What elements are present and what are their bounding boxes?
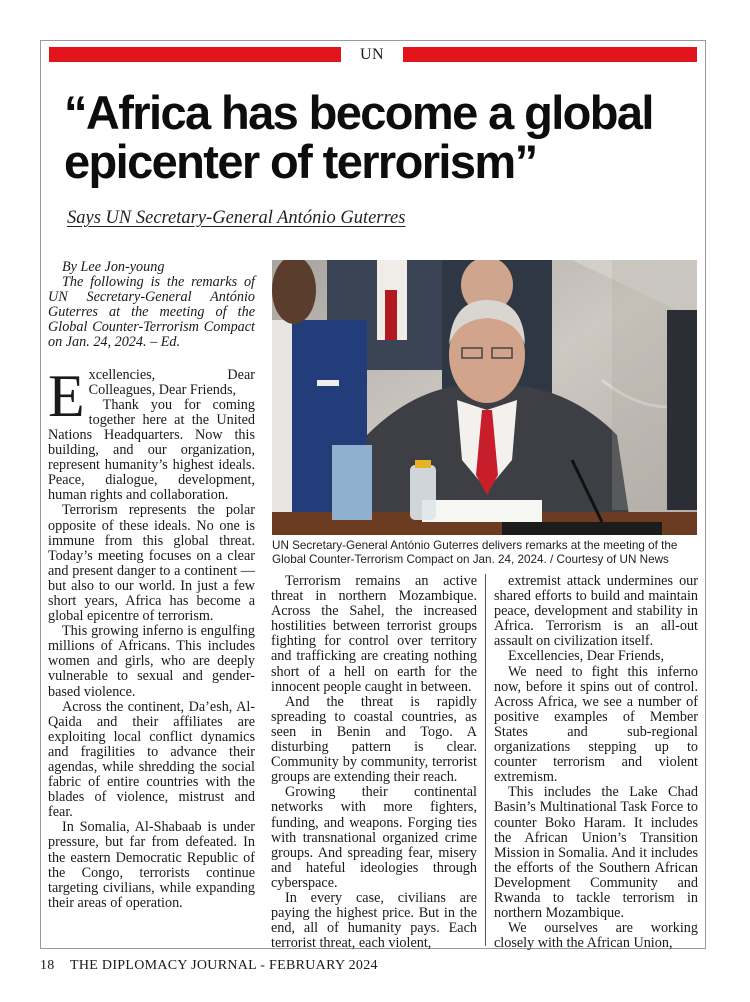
column-3 bbox=[494, 574, 698, 951]
editor-intro: The following is the remarks of UN Secretary-General António Guterres at the meeting of the Global Counter-Terrorism Compact on Jan. 24, 2024. – Ed. bbox=[48, 274, 255, 351]
paragraph: Growing their continental networks with more fighters, funding, and weapons. Forging ties with transnational organized crime groups. And spreading fear, misery and hateful ideologies through cyberspace. bbox=[271, 784, 477, 891]
paragraph: Terrorism represents the polar opposite of these ideals. No one is immune from this global threat. Today’s meeting focuses on a clear and present danger to a continent — but also to our world. In just a few short years, Africa has become a global epicentre of terrorism. bbox=[48, 502, 255, 625]
drop-cap: E bbox=[48, 362, 85, 429]
paragraph: Terrorism remains an active threat in northern Mozambique. Across the Sahel, the increased hostilities between terrorist groups fighting for control over territory and trafficking are creating nothing short of a hell on earth for the innocent people caught in between. bbox=[271, 573, 477, 695]
opening-text: xcellencies, Dear Colleagues, Dear Friends, bbox=[88, 366, 255, 398]
byline: By Lee Jon-young bbox=[62, 259, 165, 275]
page-number: 18 bbox=[40, 958, 55, 973]
headline: “Africa has become a global epicenter of terrorism” bbox=[64, 86, 653, 188]
photo-caption: UN Secretary-General António Guterres delivers remarks at the meeting of the Global Counter-Terrorism Compact on Jan. 24, 2024. / Courtesy of UN News bbox=[272, 539, 678, 566]
column-divider bbox=[485, 574, 486, 946]
publication-name: THE DIPLOMACY JOURNAL - FEBRUARY 2024 bbox=[70, 958, 378, 973]
subhead: Says UN Secretary-General António Guterres bbox=[67, 208, 406, 228]
paragraph: This includes the Lake Chad Basin’s Multinational Task Force to counter Boko Haram. It includes the African Union’s Transition Mission in Somalia. And it includes the efforts of the Southern African Development Community and Rwanda to tackle terrorism in northern Mozambique. bbox=[494, 784, 698, 922]
opening-paragraph bbox=[48, 362, 255, 429]
paragraph: Across the continent, Da’esh, Al-Qaida and their affiliates are exploiting local conflict dynamics and fragilities to advance their agendas, while shredding the social fabric of entire countries with the blades of violence, mistrust and fear. bbox=[48, 698, 255, 821]
column-2 bbox=[271, 574, 477, 951]
paragraph: Thank you for coming together here at the United Nations Headquarters. Now this building, and our organization, represent humanity’s highest ideals. Peace, dialogue, development, human rights and collaboration. bbox=[48, 396, 255, 504]
paragraph: We need to fight this inferno now, before it spins out of control. Across Africa, we see a number of positive examples of Member States and sub-regional organizations stepping up to counter terrorism and violent extremism. bbox=[494, 663, 698, 786]
column-1 bbox=[48, 260, 255, 911]
section-bar-right bbox=[403, 47, 697, 62]
page-footer bbox=[40, 958, 378, 974]
paragraph: This growing inferno is engulfing millions of Africans. This includes women and girls, who are deeply vulnerable to sexual and gender-based violence. bbox=[48, 623, 255, 700]
photo-illustration bbox=[272, 260, 697, 535]
paragraph: Excellencies, Dear Friends, bbox=[508, 648, 665, 665]
article-photo bbox=[272, 260, 697, 535]
paragraph: We ourselves are working closely with the African Union, bbox=[494, 920, 698, 952]
section-label: UN bbox=[359, 46, 385, 63]
paragraph: In every case, civilians are paying the highest price. But in the end, all of humanity pays. Each terrorist threat, each violent, bbox=[271, 889, 477, 952]
paragraph: And the threat is rapidly spreading to coastal countries, as seen in Benin and Togo. A disturbing pattern is clear. Community by community, terrorist groups are extending their reach. bbox=[271, 693, 477, 786]
paragraph: extremist attack undermines our shared efforts to build and maintain peace, development and stability in Africa. Terrorism is an all-out assault on civilization itself. bbox=[494, 573, 698, 650]
section-bar-left bbox=[49, 47, 341, 62]
paragraph: In Somalia, Al-Shabaab is under pressure, but far from defeated. In the eastern Democratic Republic of the Congo, terrorists continue targeting civilians, while expanding their areas of operation. bbox=[48, 819, 255, 911]
